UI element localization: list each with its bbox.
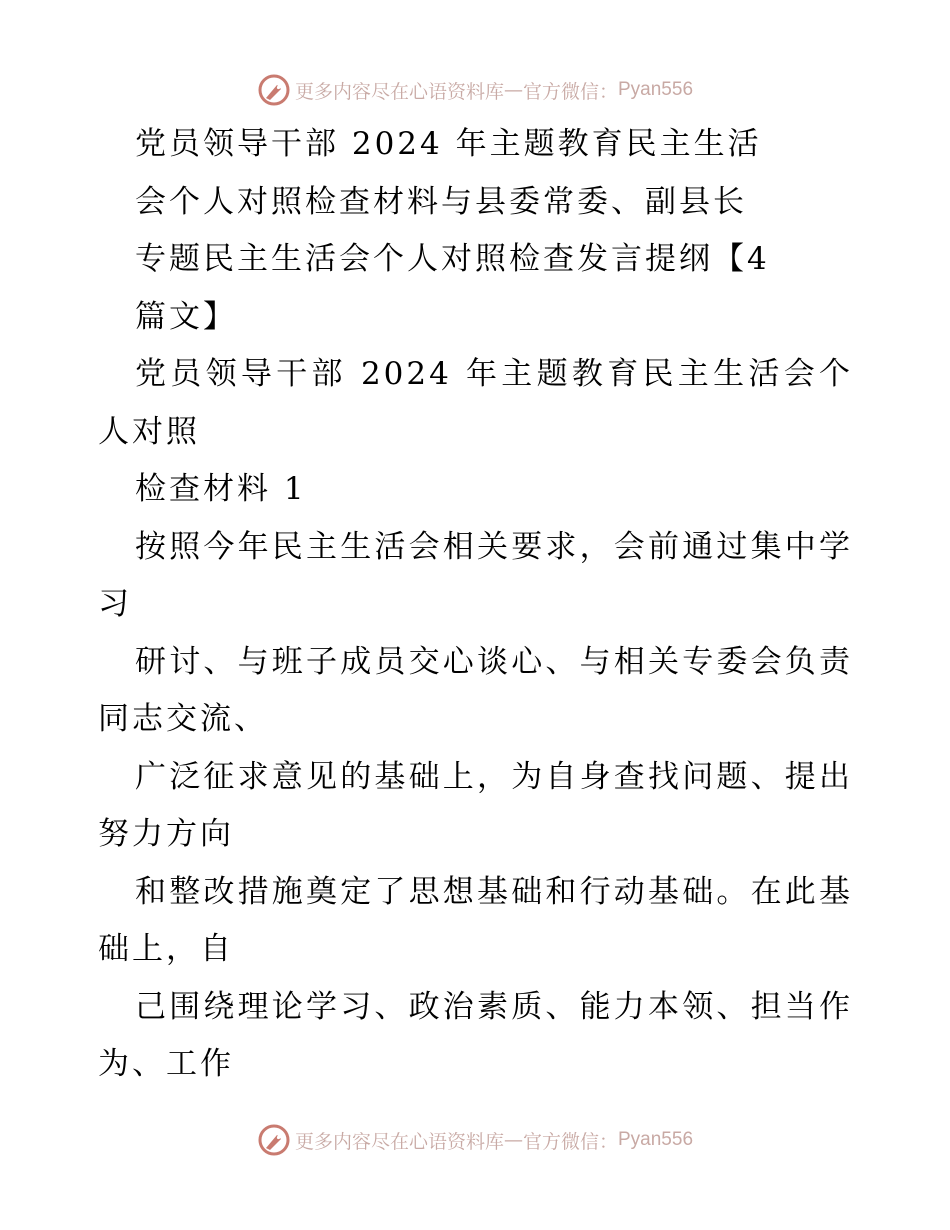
banner-official-label: 官方微信： [522, 1130, 618, 1153]
title-line-4: 篇文】 [135, 298, 237, 335]
banner-separator: — [503, 1129, 523, 1151]
document-body [98, 116, 853, 1094]
pen-nib-logo-icon [257, 73, 291, 107]
title-line-2: 会个人对照检查材料与县委常委、副县长 [135, 183, 747, 220]
title-line-1: 党员领导干部 2024 年主题教育民主生活 [135, 126, 762, 162]
footer-watermark-banner [0, 1120, 950, 1160]
title-line-3: 专题民主生活会个人对照检查发言提纲【4 [135, 241, 770, 277]
body-paragraph-2: 研讨、与班子成员交心谈心、与相关专委会负责同志交流、 [98, 643, 853, 737]
header-watermark-banner [0, 70, 950, 110]
banner-separator: — [503, 79, 523, 101]
banner-text: 更多内容尽在心语资料库 [294, 80, 504, 103]
banner-wechat-id: Pyan556 [618, 79, 694, 100]
pen-nib-logo-icon [257, 1123, 291, 1157]
body-paragraph-3: 广泛征求意见的基础上，为自身查找问题、提出努力方向 [98, 758, 853, 852]
banner-wechat-id: Pyan556 [618, 1129, 694, 1150]
body-paragraph-5: 己围绕理论学习、政治素质、能力本领、担当作为、工作 [98, 988, 853, 1082]
banner-official-label: 官方微信： [522, 80, 618, 103]
body-paragraph-1: 按照今年民主生活会相关要求，会前通过集中学习 [98, 528, 853, 622]
body-paragraph-4: 和整改措施奠定了思想基础和行动基础。在此基础上，自 [98, 873, 853, 967]
section-heading-line-2: 检查材料 1 [135, 471, 307, 507]
banner-text: 更多内容尽在心语资料库 [294, 1130, 504, 1153]
section-heading-line-1: 党员领导干部 2024 年主题教育民主生活会个人对照 [98, 356, 853, 450]
